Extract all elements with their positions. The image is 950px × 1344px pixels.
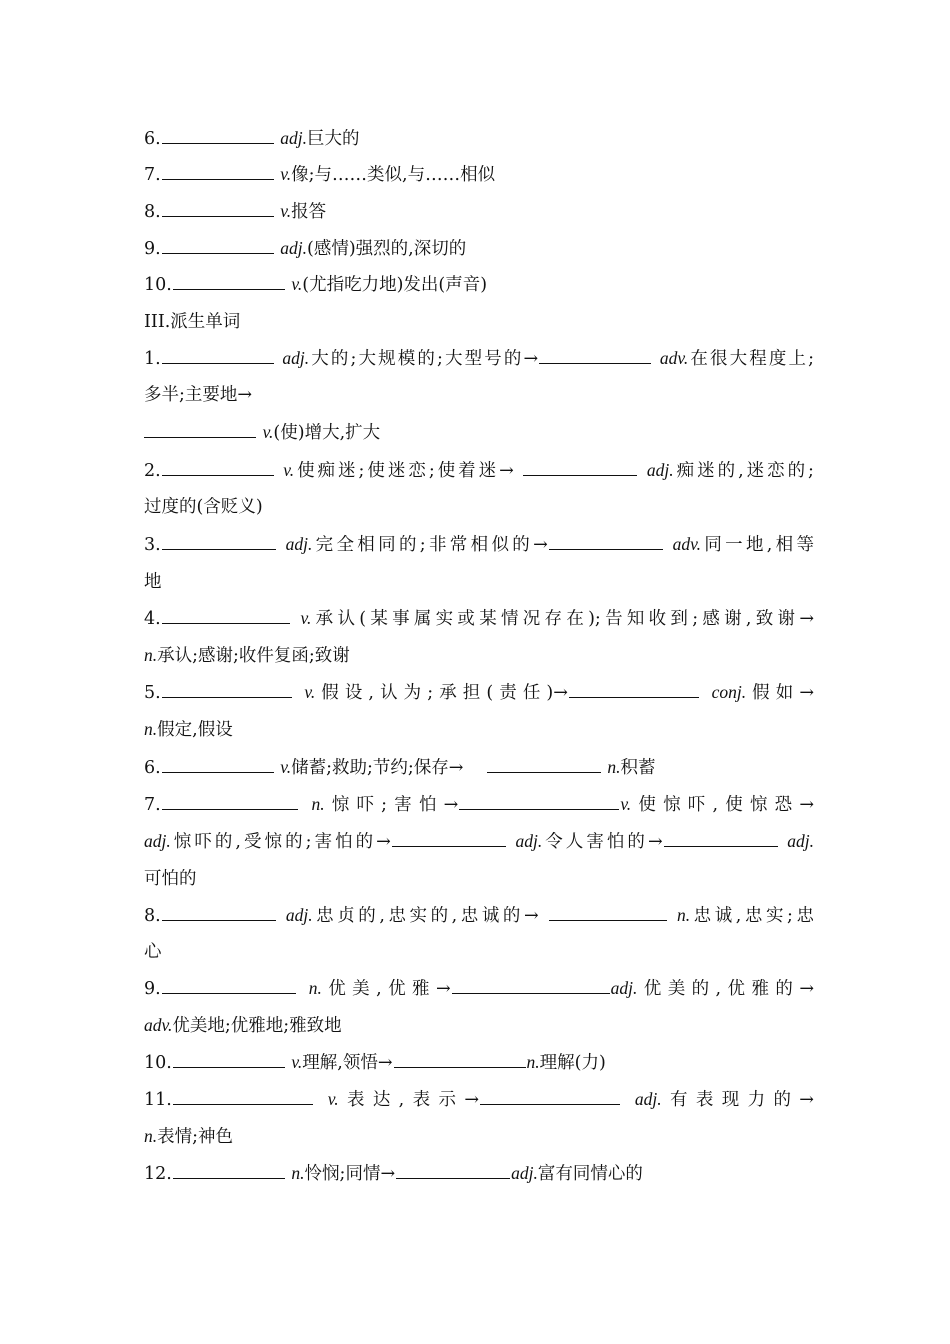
answer-blank[interactable] bbox=[162, 548, 276, 550]
answer-blank[interactable] bbox=[392, 845, 506, 847]
part-of-speech: v. bbox=[304, 682, 316, 702]
answer-blank[interactable] bbox=[539, 362, 651, 364]
definition: 地 bbox=[144, 572, 162, 592]
definition: 理解(力) bbox=[539, 1053, 606, 1073]
vocab-line bbox=[144, 269, 814, 299]
part-of-speech: adj. bbox=[646, 460, 674, 480]
vocab-line-continuation bbox=[144, 826, 814, 856]
definition: 积蓄 bbox=[620, 758, 656, 778]
vocab-line bbox=[144, 196, 814, 226]
definition: 使惊吓,使惊恐→ bbox=[631, 795, 814, 815]
answer-blank[interactable] bbox=[549, 919, 667, 921]
definition: (感情)强烈的,深切的 bbox=[307, 239, 467, 259]
vocab-line bbox=[144, 752, 814, 782]
item-number: 4. bbox=[144, 609, 161, 629]
answer-blank[interactable] bbox=[569, 696, 699, 698]
definition: 储蓄;救助;节约;保存→ bbox=[291, 758, 464, 778]
item-number: 6. bbox=[144, 758, 161, 778]
item-number: 9. bbox=[144, 239, 161, 259]
definition: 忠诚,忠实;忠 bbox=[690, 906, 814, 926]
answer-blank[interactable] bbox=[394, 1066, 526, 1068]
vocab-line bbox=[144, 123, 814, 153]
definition: 可怕的 bbox=[144, 869, 197, 889]
vocab-line bbox=[144, 529, 814, 559]
item-number: 3. bbox=[144, 535, 161, 555]
vocab-line bbox=[144, 343, 814, 373]
vocab-line bbox=[144, 159, 814, 189]
answer-blank[interactable] bbox=[162, 178, 274, 180]
definition: 表情;神色 bbox=[157, 1127, 234, 1147]
answer-blank[interactable] bbox=[664, 845, 778, 847]
part-of-speech: v. bbox=[283, 460, 295, 480]
item-number: 7. bbox=[144, 165, 161, 185]
definition: 有表现力的→ bbox=[661, 1090, 814, 1110]
item-number: 5. bbox=[144, 683, 161, 703]
part-of-speech: adj. bbox=[787, 831, 814, 851]
vocab-line bbox=[144, 973, 814, 1003]
item-number: 12. bbox=[144, 1164, 172, 1184]
vocab-line-continuation bbox=[144, 380, 814, 410]
item-number: 8. bbox=[144, 906, 161, 926]
definition: 富有同情心的 bbox=[537, 1164, 643, 1184]
part-of-speech: v. bbox=[280, 201, 292, 221]
definition: 惊吓的,受惊的;害怕的→ bbox=[170, 832, 391, 852]
definition: 令人害怕的→ bbox=[542, 832, 663, 852]
vocab-line bbox=[144, 1158, 814, 1188]
part-of-speech: adj. bbox=[280, 238, 308, 258]
answer-blank[interactable] bbox=[144, 436, 256, 438]
definition: 过度的(含贬义) bbox=[144, 497, 263, 517]
vocab-line bbox=[144, 417, 814, 447]
part-of-speech: adj. bbox=[144, 831, 171, 851]
answer-blank[interactable] bbox=[523, 474, 637, 476]
part-of-speech: n. bbox=[311, 794, 325, 814]
answer-blank[interactable] bbox=[480, 1103, 620, 1105]
answer-blank[interactable] bbox=[162, 919, 276, 921]
definition: 假定,假设 bbox=[157, 720, 233, 740]
part-of-speech: n. bbox=[291, 1163, 305, 1183]
definition: 大的;大规模的;大型号的→ bbox=[309, 349, 539, 369]
definition: 痴迷的,迷恋的; bbox=[673, 461, 814, 481]
vocab-line bbox=[144, 1047, 814, 1077]
vocab-line-continuation bbox=[144, 937, 814, 967]
vocab-line-continuation bbox=[144, 640, 814, 670]
definition: 优美的,优雅的→ bbox=[637, 979, 814, 999]
vocab-line bbox=[144, 789, 814, 819]
vocab-line-continuation bbox=[144, 1010, 814, 1040]
definition: 使痴迷;使迷恋;使着迷→ bbox=[294, 461, 514, 481]
part-of-speech: adj. bbox=[280, 128, 308, 148]
vocab-line bbox=[144, 1084, 814, 1114]
answer-blank[interactable] bbox=[162, 252, 274, 254]
answer-blank[interactable] bbox=[396, 1177, 510, 1179]
answer-blank[interactable] bbox=[162, 696, 292, 698]
section-heading: III.派生单词 bbox=[144, 312, 241, 332]
definition: 惊吓;害怕→ bbox=[324, 795, 459, 815]
part-of-speech: n. bbox=[526, 1052, 540, 1072]
answer-blank[interactable] bbox=[459, 808, 619, 810]
item-number: 6. bbox=[144, 129, 161, 149]
answer-blank[interactable] bbox=[173, 288, 285, 290]
answer-blank[interactable] bbox=[162, 622, 290, 624]
item-number: 1. bbox=[144, 349, 161, 369]
definition: (使)增大,扩大 bbox=[273, 423, 381, 443]
vocab-line-continuation bbox=[144, 714, 814, 744]
item-number: 10. bbox=[144, 1053, 172, 1073]
part-of-speech: adv. bbox=[672, 534, 701, 554]
definition: 假设,认为;承担(责任)→ bbox=[315, 683, 568, 703]
definition: 多半;主要地→ bbox=[144, 385, 253, 405]
item-number: 2. bbox=[144, 461, 161, 481]
vocab-line bbox=[144, 455, 814, 485]
item-number: 8. bbox=[144, 202, 161, 222]
vocab-line bbox=[144, 603, 814, 633]
definition: 心 bbox=[144, 942, 162, 962]
definition: 优美地;优雅地;雅致地 bbox=[172, 1016, 342, 1036]
part-of-speech: adj. bbox=[610, 978, 638, 998]
answer-blank[interactable] bbox=[173, 1103, 313, 1105]
vocab-line-continuation bbox=[144, 864, 814, 894]
definition: 承认;感谢;收件复函;致谢 bbox=[157, 646, 350, 666]
answer-blank[interactable] bbox=[162, 808, 298, 810]
answer-blank[interactable] bbox=[162, 215, 274, 217]
part-of-speech: adj. bbox=[285, 534, 313, 554]
definition: (尤指吃力地)发出(声音) bbox=[302, 275, 488, 295]
definition: 像;与……类似,与……相似 bbox=[291, 165, 496, 185]
item-number: 7. bbox=[144, 795, 161, 815]
vocab-line-continuation bbox=[144, 567, 814, 597]
part-of-speech: n. bbox=[144, 645, 158, 665]
definition: 同一地,相等 bbox=[701, 535, 814, 555]
answer-blank[interactable] bbox=[173, 1066, 285, 1068]
part-of-speech: n. bbox=[144, 1126, 158, 1146]
part-of-speech: v. bbox=[620, 794, 632, 814]
part-of-speech: adj. bbox=[282, 348, 310, 368]
part-of-speech: adj. bbox=[634, 1089, 662, 1109]
item-number: 10. bbox=[144, 275, 172, 295]
definition: 忠贞的,忠实的,忠诚的→ bbox=[312, 906, 539, 926]
part-of-speech: conj. bbox=[711, 682, 747, 702]
part-of-speech: n. bbox=[676, 905, 691, 925]
part-of-speech: v. bbox=[291, 1052, 303, 1072]
definition: 完全相同的;非常相似的→ bbox=[312, 535, 548, 555]
answer-blank[interactable] bbox=[162, 142, 274, 144]
vocab-line-continuation bbox=[144, 492, 814, 522]
item-number: 9. bbox=[144, 979, 161, 999]
definition: 假如→ bbox=[746, 683, 814, 703]
answer-blank[interactable] bbox=[162, 992, 296, 994]
definition: 优美,优雅→ bbox=[321, 979, 451, 999]
item-number: 11. bbox=[144, 1090, 172, 1110]
definition: 怜悯;同情→ bbox=[304, 1164, 396, 1184]
answer-blank[interactable] bbox=[162, 771, 274, 773]
definition: 报答 bbox=[291, 202, 327, 222]
answer-blank[interactable] bbox=[162, 362, 274, 364]
definition: 理解,领悟→ bbox=[302, 1053, 393, 1073]
part-of-speech: adv. bbox=[144, 1015, 173, 1035]
part-of-speech: adv. bbox=[659, 348, 689, 368]
part-of-speech: n. bbox=[607, 757, 621, 777]
part-of-speech: n. bbox=[144, 719, 158, 739]
vocab-line bbox=[144, 677, 814, 707]
vocab-line bbox=[144, 900, 814, 930]
answer-blank[interactable] bbox=[487, 771, 601, 773]
part-of-speech: v. bbox=[327, 1089, 339, 1109]
part-of-speech: v. bbox=[300, 608, 312, 628]
answer-blank[interactable] bbox=[162, 474, 274, 476]
answer-blank[interactable] bbox=[452, 992, 610, 994]
definition: 承认(某事属实或某情况存在);告知收到;感谢,致谢→ bbox=[311, 609, 814, 629]
part-of-speech: v. bbox=[280, 757, 292, 777]
definition: 巨大的 bbox=[307, 129, 360, 149]
answer-blank[interactable] bbox=[173, 1177, 285, 1179]
definition: 表达,表示→ bbox=[338, 1090, 479, 1110]
vocab-line bbox=[144, 233, 814, 263]
vocab-line-continuation bbox=[144, 1121, 814, 1151]
part-of-speech: n. bbox=[308, 978, 322, 998]
part-of-speech: v. bbox=[262, 422, 274, 442]
part-of-speech: adj. bbox=[515, 831, 543, 851]
part-of-speech: v. bbox=[280, 164, 292, 184]
definition: 在很大程度上; bbox=[688, 349, 814, 369]
part-of-speech: v. bbox=[291, 274, 303, 294]
part-of-speech: adj. bbox=[285, 905, 313, 925]
part-of-speech: adj. bbox=[511, 1163, 538, 1183]
answer-blank[interactable] bbox=[549, 548, 663, 550]
